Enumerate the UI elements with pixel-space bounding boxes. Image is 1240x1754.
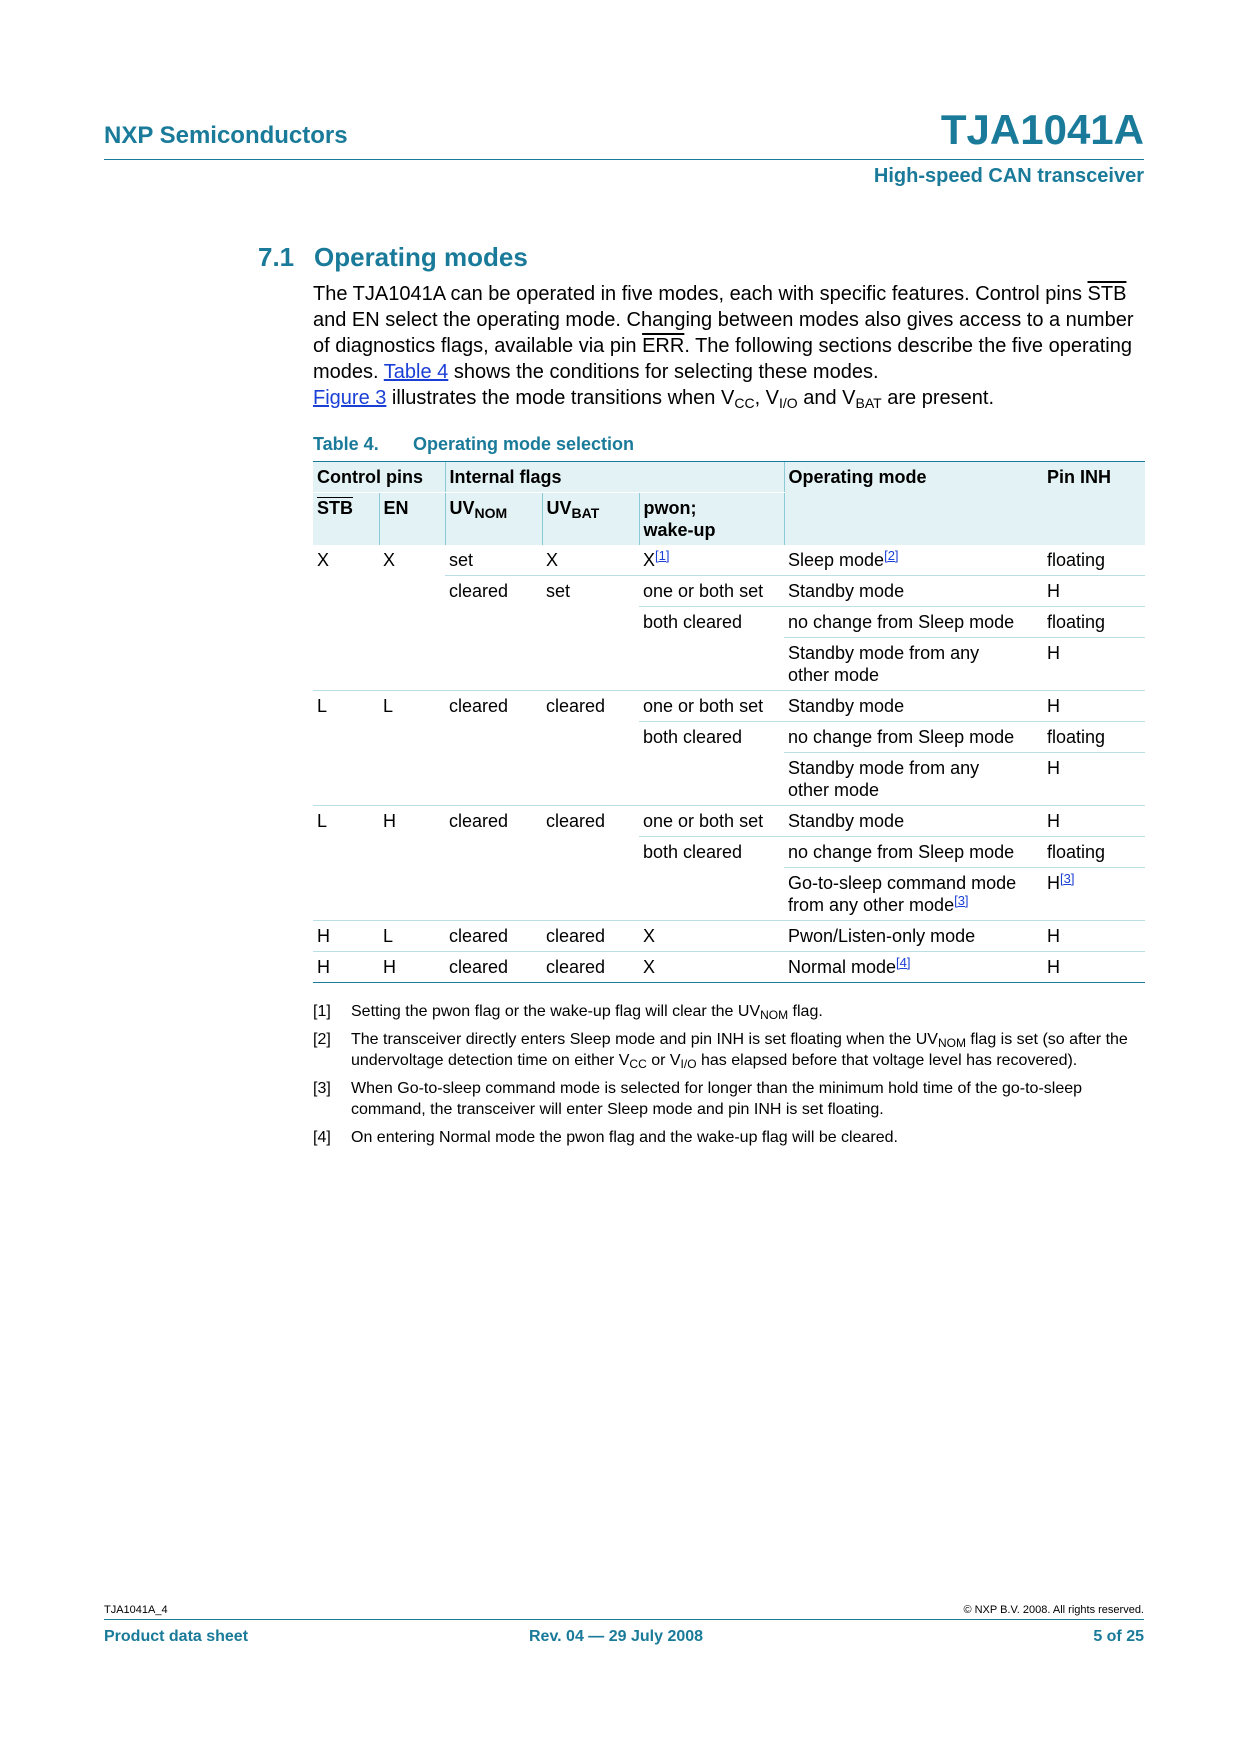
- cell-inh: H: [1043, 806, 1145, 837]
- header-stb: [313, 493, 379, 546]
- cell-uvbat: set: [542, 576, 639, 607]
- note-ref-link[interactable]: [2]: [884, 548, 899, 563]
- cell-en: H: [379, 952, 445, 983]
- cell-inh: H: [1043, 921, 1145, 952]
- cell-pwon: X: [639, 921, 784, 952]
- cell-stb: L: [313, 806, 379, 837]
- cell-mode: Standby mode: [784, 806, 1043, 837]
- cell-uvnom: cleared: [445, 691, 542, 722]
- table-note: [313, 1078, 1145, 1120]
- cell-inh: H: [1043, 952, 1145, 983]
- footer-doc-type: Product data sheet: [104, 1628, 249, 1645]
- cell-mode: [784, 952, 1043, 983]
- cell-pwon: both cleared: [639, 722, 784, 753]
- sub-bat: BAT: [855, 395, 882, 411]
- section-number: 7.1: [258, 242, 295, 272]
- cell-en: [379, 722, 445, 753]
- note-id: [4]: [313, 1129, 331, 1146]
- cell-stb: X: [317, 550, 330, 570]
- product-subtitle: High-speed CAN transceiver: [873, 165, 1144, 187]
- cell-pwon: [639, 868, 784, 921]
- sub-cc: CC: [734, 395, 755, 411]
- header-stb-label: $\overline{STB}$: [317, 498, 353, 518]
- cell-en: L: [379, 691, 445, 722]
- header-uvnom: [445, 493, 542, 546]
- cell-mode: Standby mode: [784, 576, 1043, 607]
- cell-mode: Pwon/Listen-only mode: [784, 921, 1043, 952]
- note-id: [1]: [313, 1003, 331, 1020]
- cell-uvnom: [445, 638, 542, 691]
- cell-uvnom: [445, 753, 542, 806]
- cell-stb: [313, 576, 379, 607]
- intro-paragraph: [313, 281, 1145, 411]
- product-title: TJA1041A: [940, 106, 1144, 153]
- note-text: [351, 1001, 1145, 1022]
- header-pwon-wakeup: [639, 493, 784, 546]
- note-text-part: or V: [646, 1052, 681, 1069]
- cell-uvbat: cleared: [542, 806, 639, 837]
- note-text: [351, 1029, 1145, 1071]
- cell-mode-line-2: from any other mode: [788, 895, 955, 915]
- header-en: EN: [379, 493, 445, 546]
- cell-uvnom: [445, 837, 542, 868]
- cell-inh: H: [1043, 638, 1145, 691]
- cell-mode: Standby mode: [784, 691, 1043, 722]
- body-text-2: and EN select the operating mode. Changing between modes also gives access to a number of diagnostics flags, available via pin: [313, 309, 1134, 357]
- header-bat-sub: BAT: [571, 505, 600, 521]
- cell-uvnom: cleared: [445, 576, 542, 607]
- note-ref-link[interactable]: [1]: [655, 548, 670, 563]
- note-text-part: has elapsed before that voltage level has recovered).: [696, 1052, 1078, 1069]
- header-pwon-label: pwon;: [643, 498, 697, 518]
- note-id: [2]: [313, 1031, 331, 1048]
- cell-mode-line-2: other mode: [788, 665, 880, 685]
- cell-inh: floating: [1043, 607, 1145, 638]
- cell-stb: [313, 837, 379, 868]
- cell-mode: [784, 545, 1043, 576]
- cell-inh-value: H: [1047, 873, 1060, 893]
- table-note: [313, 1127, 1145, 1148]
- cell-uvbat: [542, 722, 639, 753]
- cell-pwon: [639, 638, 784, 691]
- cell-en: L: [379, 921, 445, 952]
- note-text-part: flag.: [788, 1003, 823, 1020]
- cell-pwon: one or both set: [639, 806, 784, 837]
- table-row: [313, 576, 1145, 607]
- cell-inh: H: [1043, 691, 1145, 722]
- figure-3-link[interactable]: Figure 3: [313, 387, 387, 409]
- cell-mode-line-1: Standby mode from any: [788, 758, 980, 778]
- cell-mode-value: Sleep mode: [788, 550, 885, 570]
- cell-pwon-value: X: [643, 550, 656, 570]
- cell-mode-line-1: Go-to-sleep command mode: [788, 873, 1017, 893]
- body-text-6: , V: [754, 387, 780, 409]
- cell-uvbat: cleared: [542, 691, 639, 722]
- header-uv-label: UV: [449, 498, 475, 518]
- cell-inh: floating: [1043, 837, 1145, 868]
- cell-uvnom: [445, 607, 542, 638]
- pin-stb: $\overline{STB}$: [1087, 283, 1127, 305]
- operating-mode-table: [313, 461, 1145, 983]
- note-text: When Go-to-sleep command mode is selected for longer than the minimum hold time of the go-to-sleep command, the transceiver will enter Sleep mode and pin INH is set floating.: [351, 1080, 1083, 1118]
- cell-uvbat: [542, 753, 639, 806]
- cell-pwon: one or both set: [639, 576, 784, 607]
- cell-uvbat: cleared: [542, 921, 639, 952]
- cell-en: [379, 868, 445, 921]
- cell-inh: H: [1043, 753, 1145, 806]
- header-wakeup-label: wake-up: [643, 520, 716, 540]
- table-4-link[interactable]: Table 4: [383, 361, 449, 383]
- cell-inh: [1043, 868, 1145, 921]
- section-heading: [258, 242, 528, 273]
- cell-stb: [313, 753, 379, 806]
- table-row: [313, 837, 1145, 868]
- footer-doc-id: TJA1041A_4: [104, 1604, 168, 1616]
- cell-en: [379, 753, 445, 806]
- body-text-8: are present.: [881, 387, 995, 409]
- note-sub: CC: [629, 1057, 647, 1071]
- cell-uvnom: [445, 722, 542, 753]
- note-sub: NOM: [760, 1008, 789, 1022]
- header-pin-inh: Pin INH: [1043, 462, 1145, 546]
- body-text-5: illustrates the mode transitions when V: [386, 387, 735, 409]
- cell-uvbat: [542, 638, 639, 691]
- body-text-1: The TJA1041A can be operated in five modes, each with specific features. Control pins: [313, 283, 1088, 305]
- cell-pwon: X: [639, 952, 784, 983]
- table-note: [313, 1029, 1145, 1071]
- cell-uvbat: [542, 837, 639, 868]
- cell-mode: no change from Sleep mode: [784, 607, 1043, 638]
- cell-stb: [313, 868, 379, 921]
- header-uv-label: UV: [546, 498, 572, 518]
- cell-pwon: both cleared: [639, 837, 784, 868]
- cell-uvnom: [445, 868, 542, 921]
- footer-revision: Rev. 04 — 29 July 2008: [529, 1628, 704, 1645]
- cell-mode-value: Normal mode: [788, 957, 897, 977]
- table-row: [313, 806, 1145, 837]
- table-caption-title: Operating mode selection: [413, 434, 635, 454]
- cell-pwon: one or both set: [639, 691, 784, 722]
- note-ref-link[interactable]: [3]: [954, 893, 969, 908]
- note-ref-link[interactable]: [4]: [896, 955, 911, 970]
- cell-stb: L: [313, 691, 379, 722]
- body-text-7: and V: [797, 387, 856, 409]
- cell-uvbat: [542, 868, 639, 921]
- table-caption-label: Table 4.: [313, 434, 379, 454]
- pin-err: $\overline{ERR}$: [642, 335, 685, 357]
- cell-uvbat: X: [546, 550, 559, 570]
- note-text: On entering Normal mode the pwon flag and the wake-up flag will be cleared.: [351, 1129, 898, 1146]
- cell-stb: H: [313, 921, 379, 952]
- cell-pwon: [639, 753, 784, 806]
- cell-uvbat: cleared: [542, 952, 639, 983]
- cell-en: H: [379, 806, 445, 837]
- table-row: [313, 607, 1145, 638]
- cell-pwon: both cleared: [639, 607, 784, 638]
- cell-en: [379, 837, 445, 868]
- table-caption: [313, 434, 634, 455]
- company-name: NXP Semiconductors: [104, 122, 348, 149]
- note-ref-link[interactable]: [3]: [1060, 871, 1075, 886]
- footer-page-number: 5 of 25: [1093, 1628, 1144, 1645]
- cell-pwon: [639, 545, 784, 576]
- cell-en: [379, 576, 445, 607]
- cell-mode-line-2: other mode: [788, 780, 880, 800]
- header-internal-flags: Internal flags: [445, 462, 784, 493]
- cell-mode: [784, 753, 1043, 806]
- cell-mode: no change from Sleep mode: [784, 722, 1043, 753]
- header-nom-sub: NOM: [474, 505, 508, 521]
- cell-uvnom: set: [449, 550, 474, 570]
- note-text-part: flag is set (so after the undervoltage detection time on either V: [351, 1031, 1128, 1069]
- cell-uvbat: [542, 607, 639, 638]
- cell-inh: floating: [1047, 550, 1106, 570]
- note-text-part: The transceiver directly enters Sleep mode and pin INH is set floating when the UV: [351, 1031, 938, 1048]
- header-operating-mode: Operating mode: [784, 462, 1043, 546]
- table-row: [313, 921, 1145, 952]
- cell-uvnom: cleared: [445, 921, 542, 952]
- body-text-3: . The following sections describe the five operating modes.: [313, 335, 1132, 383]
- note-text-part: Setting the pwon flag or the wake-up flag will clear the UV: [351, 1003, 761, 1020]
- cell-mode: [784, 638, 1043, 691]
- cell-stb: [313, 607, 379, 638]
- cell-uvnom: cleared: [445, 952, 542, 983]
- cell-mode: no change from Sleep mode: [784, 837, 1043, 868]
- note-sub: I/O: [680, 1057, 697, 1071]
- table-row: [313, 691, 1145, 722]
- footer-divider: [104, 1619, 1144, 1620]
- table-row: [313, 868, 1145, 921]
- header-uvbat: [542, 493, 639, 546]
- cell-en: [379, 638, 445, 691]
- note-id: [3]: [313, 1080, 331, 1097]
- cell-en: [379, 607, 445, 638]
- table-row: [313, 753, 1145, 806]
- note-sub: NOM: [937, 1036, 966, 1050]
- cell-mode: [784, 868, 1043, 921]
- section-title: Operating modes: [314, 242, 528, 272]
- table-row: [313, 952, 1145, 983]
- cell-stb: [313, 722, 379, 753]
- table-row: [313, 722, 1145, 753]
- cell-stb: [313, 638, 379, 691]
- table-row: [313, 545, 1145, 576]
- sub-io: I/O: [779, 395, 798, 411]
- cell-uvnom: cleared: [445, 806, 542, 837]
- table-notes: [313, 1001, 1145, 1155]
- table-row: [313, 638, 1145, 691]
- cell-inh: H: [1043, 576, 1145, 607]
- cell-stb: H: [313, 952, 379, 983]
- header-divider: [104, 159, 1144, 160]
- table-header-row: [313, 462, 1145, 493]
- cell-mode-line-1: Standby mode from any: [788, 643, 980, 663]
- body-text-4: shows the conditions for selecting these modes.: [448, 361, 879, 383]
- table-note: [313, 1001, 1145, 1022]
- cell-inh: floating: [1043, 722, 1145, 753]
- header-control-pins: Control pins: [313, 462, 445, 493]
- footer-copyright: © NXP B.V. 2008. All rights reserved.: [963, 1604, 1144, 1616]
- cell-en: X: [383, 550, 396, 570]
